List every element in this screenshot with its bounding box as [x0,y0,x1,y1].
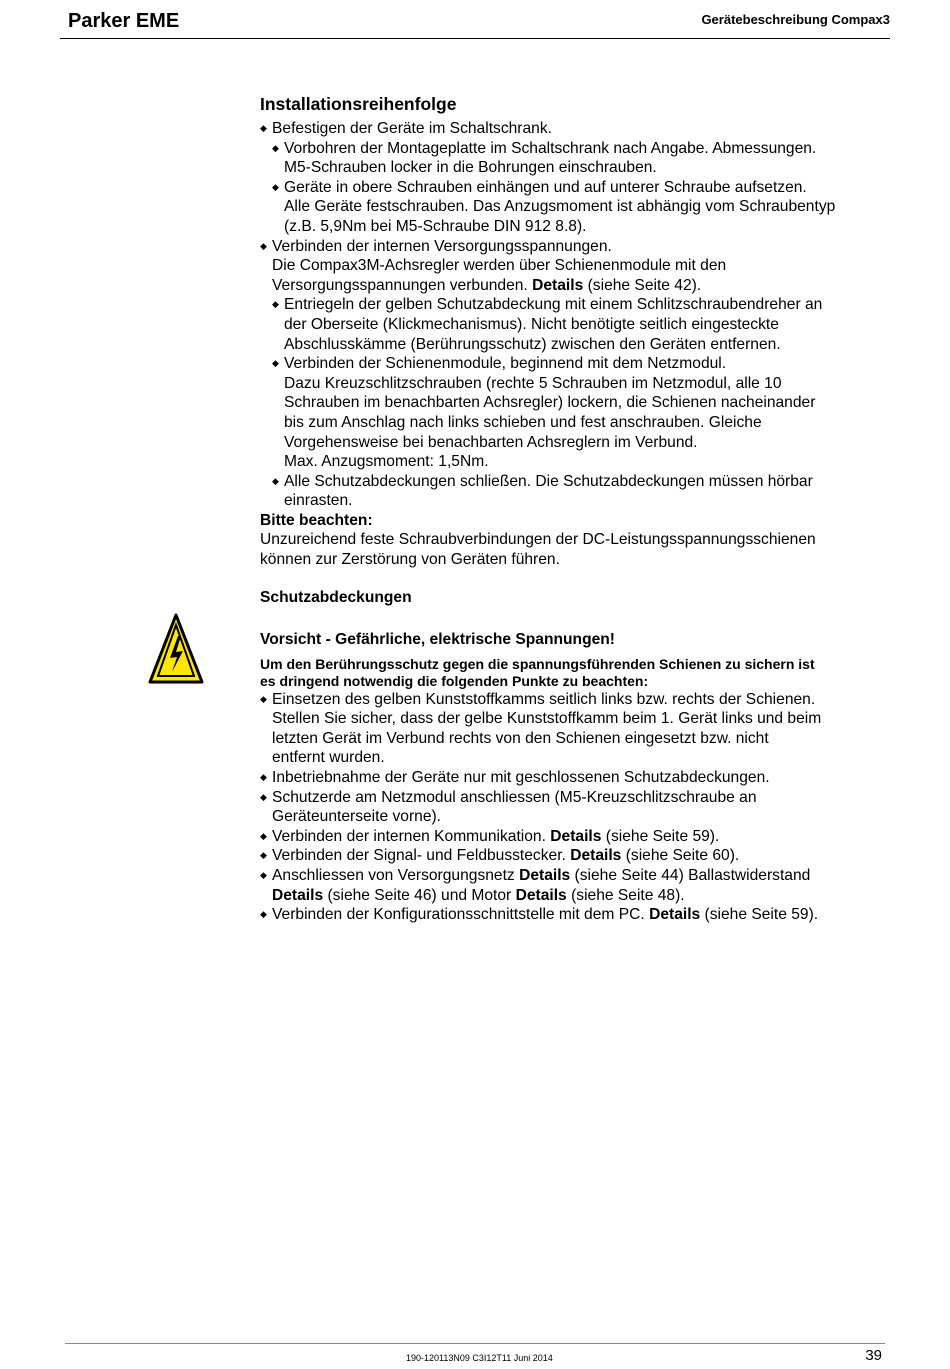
list-item-text: Einsetzen des gelben Kunststoffkamms seitlich links bzw. rechts der Schienen. [272,690,816,708]
list-item-text [272,866,900,886]
diamond-bullet-icon: ◆ [272,181,279,192]
diamond-bullet-icon: ◆ [272,358,279,369]
footer-document-id: 190-120113N09 C3I12T11 Juni 2014 [406,1353,553,1363]
header-brand: Parker EME [68,10,180,32]
list-item-text: (z.B. 5,9Nm bei M5-Schraube DIN 912 8.8). [284,217,587,235]
list-item [260,768,900,788]
list-item-continuation [260,256,900,295]
text-span: Anschliessen von Versorgungsnetz [272,867,515,884]
warning-intro-line: Um den Berührungsschutz gegen die spannungsführenden Schienen zu sichern ist [260,655,815,672]
diamond-bullet-icon: ◆ [260,791,267,802]
list-item-text: bis zum Anschlag nach links schieben und fest anschrauben. Gleiche [284,413,762,431]
details-link[interactable]: Details [272,886,324,904]
list-item-text: Geräte in obere Schrauben einhängen und auf unterer Schraube aufsetzen. [284,178,807,196]
list-item-text: Verbinden der Konfigurationsschnittstelle mit dem PC. [272,906,645,924]
page-reference: (siehe Seite 60). [625,847,740,865]
details-link[interactable]: Details [519,867,571,884]
warning-title: Vorsicht - Gefährliche, elektrische Spannungen! [260,630,615,648]
page-reference: (siehe Seite 46) und Motor [327,886,512,904]
list-item-text: Stellen Sie sicher, dass der gelbe Kunststoffkamm beim 1. Gerät links und beim [272,710,822,728]
diamond-bullet-icon: ◆ [260,123,267,133]
page-reference: (siehe Seite 42). [587,276,702,294]
list-item [260,237,900,257]
list-item-text: letzten Gerät im Verbund rechts von den Schienen eingesetzt bzw. nicht [272,729,769,747]
list-item-text: Schutzerde am Netzmodul anschliessen (M5-Kreuzschlitzschraube an [272,788,757,806]
list-item-text: Max. Anzugsmoment: 1,5Nm. [284,453,489,471]
details-link[interactable]: Details [550,827,602,845]
list-item-text: Geräteunterseite vorne). [272,808,442,826]
list-item-text: Befestigen der Geräte im Schaltschrank. [272,120,552,137]
main-content [260,93,900,925]
details-link[interactable]: Details [570,847,622,865]
list-item-text: Vorgehensweise bei benachbarten Achsreglern im Verbund. [284,433,698,451]
list-item-text: Entriegeln der gelben Schutzabdeckung mit einem Schlitzschraubendreher an [284,296,823,314]
diamond-bullet-icon: ◆ [260,830,267,841]
details-link[interactable]: Details [515,886,567,904]
list-item [260,119,900,139]
list-item-text: Verbinden der internen Kommunikation. [272,827,546,845]
list-item-text: Alle Schutzabdeckungen schließen. Die Schutzabdeckungen müssen hörbar [284,472,813,490]
list-item-text: Verbinden der Schienenmodule, beginnend mit dem Netzmodul. [284,355,727,373]
page-reference: (siehe Seite 59). [704,906,819,924]
page-reference: (siehe Seite 59). [605,827,720,845]
page-number: 39 [865,1347,882,1364]
list-item-text: Schrauben im benachbarten Achsregler) lockern, die Schienen nacheinander [284,394,816,412]
list-item [260,788,900,827]
list-item [260,690,900,768]
details-link[interactable]: Details [649,906,701,924]
page-reference: (siehe Seite 44) Ballastwiderstand [574,867,811,884]
diamond-bullet-icon: ◆ [260,693,267,704]
list-item [260,827,900,847]
list-item [272,178,900,237]
list-item-text: Die Compax3M-Achsregler werden über Schienenmodule mit den [272,257,727,275]
header-divider [60,38,890,39]
high-voltage-warning-icon [148,612,204,686]
warning-intro [260,656,900,690]
list-item-text: Abschlusskämme (Berührungsschutz) zwischen den Geräten entfernen. [284,335,781,353]
diamond-bullet-icon: ◆ [260,870,267,880]
note-text: Unzureichend feste Schraubverbindungen der DC-Leistungsspannungsschienen [260,531,816,549]
list-item-text: M5-Schrauben locker in die Bohrungen einschrauben. [284,159,657,177]
diamond-bullet-icon: ◆ [272,299,279,310]
diamond-bullet-icon: ◆ [260,240,267,251]
note-title: Bitte beachten: [260,511,373,529]
header-document-title: Gerätebeschreibung Compax3 [701,12,890,27]
warning-intro-line: es dringend notwendig die folgenden Punkte zu beachten: [260,672,649,689]
diamond-bullet-icon: ◆ [272,475,279,486]
list-item-text: Verbinden der internen Versorgungsspannungen. [272,237,612,255]
details-link[interactable]: Details [532,276,584,294]
list-item-text: Dazu Kreuzschlitzschrauben (rechte 5 Schrauben im Netzmodul, alle 10 [284,374,782,392]
list-item-text: Alle Geräte festschrauben. Das Anzugsmoment ist abhängig vom Schraubentyp [284,198,836,216]
note-text: können zur Zerstörung von Geräten führen. [260,551,560,569]
diamond-bullet-icon: ◆ [260,909,267,920]
list-item [272,472,900,511]
text-span: Versorgungsspannungen verbunden. [272,276,528,294]
section-title-installation: Installationsreihenfolge [260,94,457,114]
list-item-text: entfernt wurden. [272,749,385,767]
list-item-text: der Oberseite (Klickmechanismus). Nicht benötigte seitlich eingesteckte [284,315,779,333]
diamond-bullet-icon: ◆ [260,772,267,783]
list-item [272,295,900,354]
section-title-schutzabdeckungen: Schutzabdeckungen [260,588,412,606]
list-item-text [272,276,900,296]
list-item [260,846,900,866]
page-reference: (siehe Seite 48). [571,886,685,904]
list-item [260,866,900,905]
list-item-text: Inbetriebnahme der Geräte nur mit geschlossenen Schutzabdeckungen. [272,769,770,787]
list-item [260,905,900,925]
diamond-bullet-icon: ◆ [260,850,267,861]
list-item [272,354,900,472]
diamond-bullet-icon: ◆ [272,142,279,153]
list-item-text: Vorbohren der Montageplatte im Schaltschrank nach Angabe. Abmessungen. [284,139,817,157]
list-item-text: Verbinden der Signal- und Feldbusstecker. [272,847,566,865]
list-item-text: einrasten. [284,492,353,510]
list-item-text [272,886,900,906]
list-item [272,139,900,178]
footer-divider [65,1343,885,1344]
